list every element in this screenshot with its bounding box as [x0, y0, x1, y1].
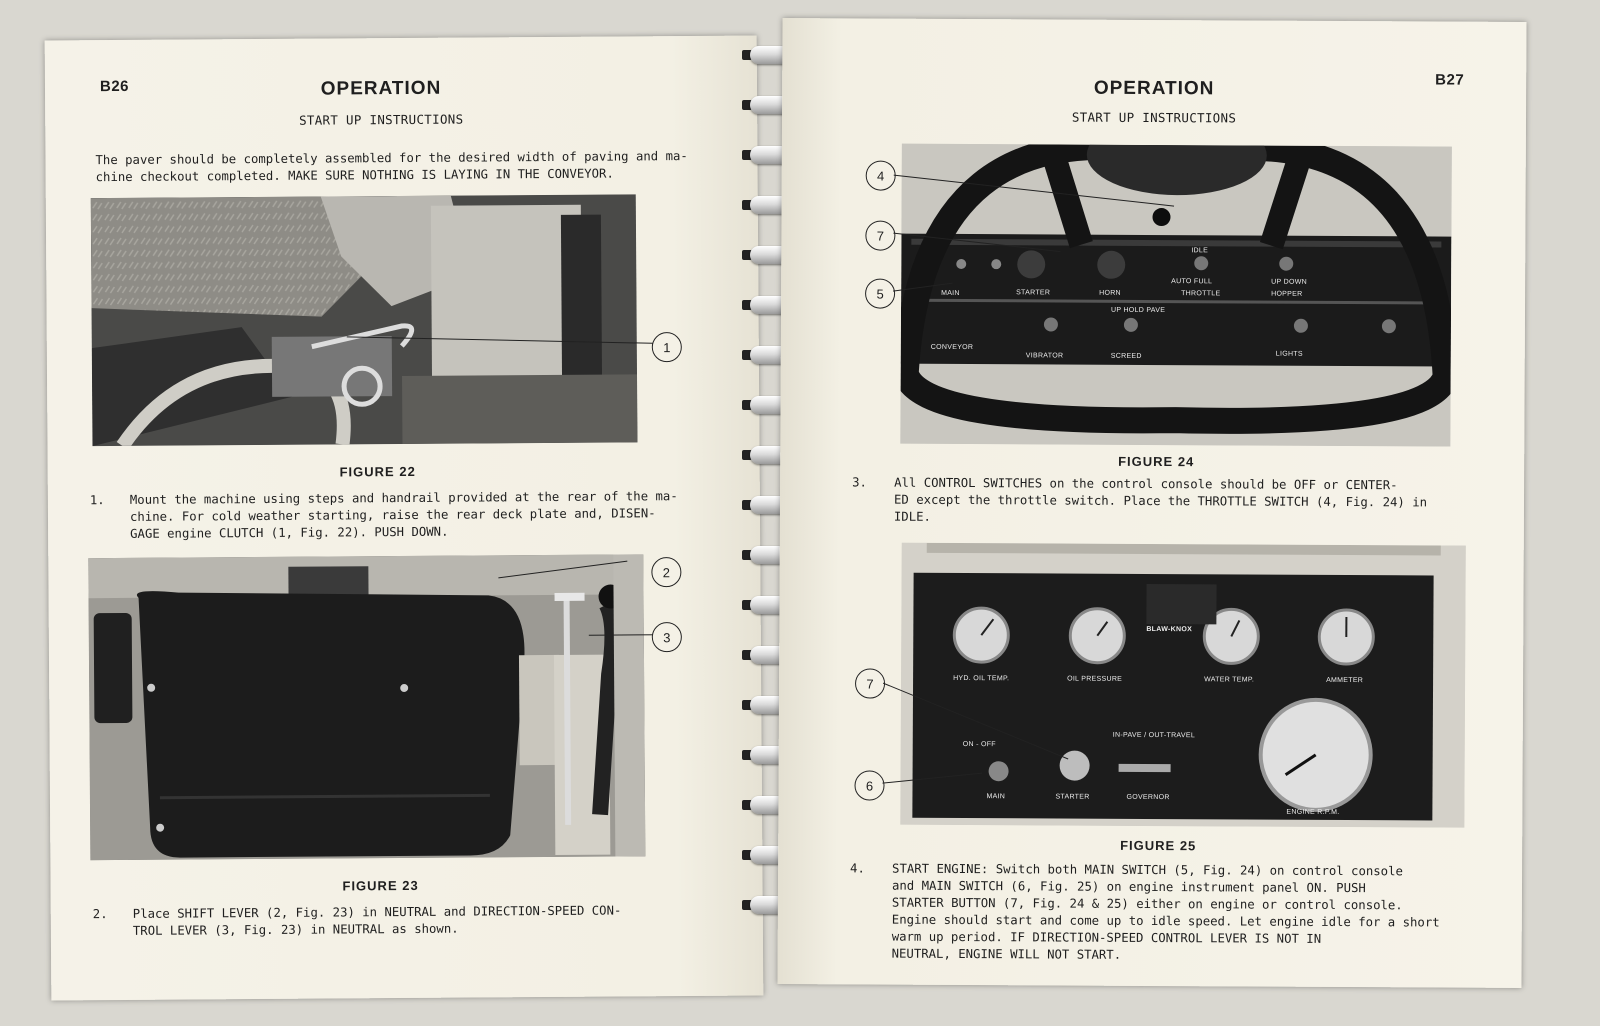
step-2 [93, 902, 743, 947]
step-number: 3. [852, 475, 867, 490]
step-line: warm up period. IF DIRECTION-SPEED CONTROL LEVER IS NOT IN [891, 929, 1322, 946]
step-line: chine. For cold weather starting, raise the rear deck plate and, DISEN- [129, 506, 656, 524]
figure-24-illustration [900, 144, 1452, 447]
label-up-down: UP DOWN [1271, 278, 1307, 286]
intro-line: The paver should be completely assembled for the desired width of paving and ma- [95, 149, 688, 168]
label-screed: SCREED [1110, 352, 1142, 360]
callout-7: 7 [855, 668, 885, 698]
figure-22-photo [91, 194, 638, 446]
label-water-temp: WATER TEMP. [1204, 676, 1255, 684]
step-line: GAGE engine CLUTCH (1, Fig. 22). PUSH DOWN. [130, 524, 449, 541]
page-title: OPERATION [320, 77, 442, 100]
step-number: 2. [92, 907, 108, 922]
callout-6: 6 [854, 770, 884, 800]
label-in-pave-out-travel: IN-PAVE / OUT-TRAVEL [1112, 731, 1196, 740]
left-page [45, 36, 764, 1001]
step-line: Mount the machine using steps and handrail provided at the rear of the ma- [129, 489, 678, 507]
step-1 [90, 488, 740, 547]
figure-24-photo [900, 144, 1452, 447]
label-hyd-oil-temp: HYD. OIL TEMP. [953, 674, 1010, 683]
callout-4: 4 [866, 160, 896, 190]
label-starter: STARTER [1055, 793, 1090, 801]
callout-5: 5 [865, 278, 895, 308]
callout-3: 3 [652, 622, 682, 652]
label-horn: HORN [1099, 289, 1121, 297]
page-title: OPERATION [1093, 77, 1215, 100]
label-brand: BLAW-KNOX [1146, 625, 1193, 634]
figure-25-caption: FIGURE 25 [1120, 837, 1197, 854]
step-line: Place SHIFT LEVER (2, Fig. 23) in NEUTRAL and DIRECTION-SPEED CON- [132, 903, 622, 921]
label-vibrator: VIBRATOR [1025, 352, 1064, 360]
step-line: IDLE. [893, 509, 931, 524]
label-ammeter: AMMETER [1326, 676, 1364, 685]
figure-22-illustration [91, 194, 638, 446]
page-number: B27 [1435, 71, 1465, 89]
page-number: B26 [99, 77, 130, 96]
label-starter: STARTER [1016, 289, 1051, 297]
label-auto-full: AUTO FULL [1171, 278, 1213, 286]
label-conveyor: CONVEYOR [930, 343, 974, 352]
step-4 [850, 860, 1511, 967]
label-engine-rpm: ENGINE R.P.M. [1286, 808, 1340, 816]
step-line: START ENGINE: Switch both MAIN SWITCH (5, Fig. 24) on control console [892, 861, 1403, 879]
label-throttle: THROTTLE [1181, 290, 1221, 298]
leader-line [589, 634, 659, 636]
label-lights: LIGHTS [1275, 350, 1303, 358]
step-line: NEUTRAL, ENGINE WILL NOT START. [891, 946, 1122, 962]
label-main: MAIN [986, 793, 1006, 801]
label-governor: GOVERNOR [1126, 793, 1170, 802]
label-main: MAIN [941, 289, 960, 297]
page-subtitle: START UP INSTRUCTIONS [298, 111, 464, 128]
page-subtitle: START UP INSTRUCTIONS [1071, 109, 1237, 126]
intro-line: chine checkout completed. MAKE SURE NOTHING IS LAYING IN THE CONVEYOR. [95, 166, 614, 184]
figure-23-caption: FIGURE 23 [342, 877, 419, 894]
callout-1: 1 [652, 332, 682, 362]
figure-25-illustration [900, 543, 1465, 828]
step-line: TROL LEVER (3, Fig. 23) in NEUTRAL as shown. [132, 921, 459, 938]
figure-23-illustration [88, 554, 645, 860]
intro-paragraph [95, 148, 745, 186]
step-line: STARTER BUTTON (7, Fig. 24 & 25) either on engine or control console. [891, 895, 1403, 913]
label-hold-pave: UP HOLD PAVE [1110, 306, 1166, 315]
figure-23-photo [88, 554, 645, 860]
step-line: Engine should start and come up to idle speed. Let engine idle for a short [891, 912, 1440, 930]
right-page [777, 18, 1526, 988]
step-3 [852, 474, 1502, 531]
callout-7: 7 [865, 220, 895, 250]
label-oil-pressure: OIL PRESSURE [1067, 675, 1123, 683]
step-line: and MAIN SWITCH (6, Fig. 25) on engine instrument panel ON. PUSH [891, 878, 1366, 896]
figure-25-photo [900, 543, 1465, 828]
label-hopper: HOPPER [1271, 290, 1303, 298]
label-idle: IDLE [1191, 247, 1209, 255]
step-number: 4. [850, 861, 865, 876]
step-line: All CONTROL SWITCHES on the control console should be OFF or CENTER- [894, 475, 1398, 493]
step-line: ED except the throttle switch. Place the THROTTLE SWITCH (4, Fig. 24) in [893, 492, 1428, 510]
label-on-off: ON - OFF [962, 741, 996, 749]
figure-22-caption: FIGURE 22 [339, 463, 416, 480]
callout-2: 2 [651, 557, 681, 587]
figure-24-caption: FIGURE 24 [1118, 453, 1195, 470]
step-number: 1. [89, 493, 105, 508]
